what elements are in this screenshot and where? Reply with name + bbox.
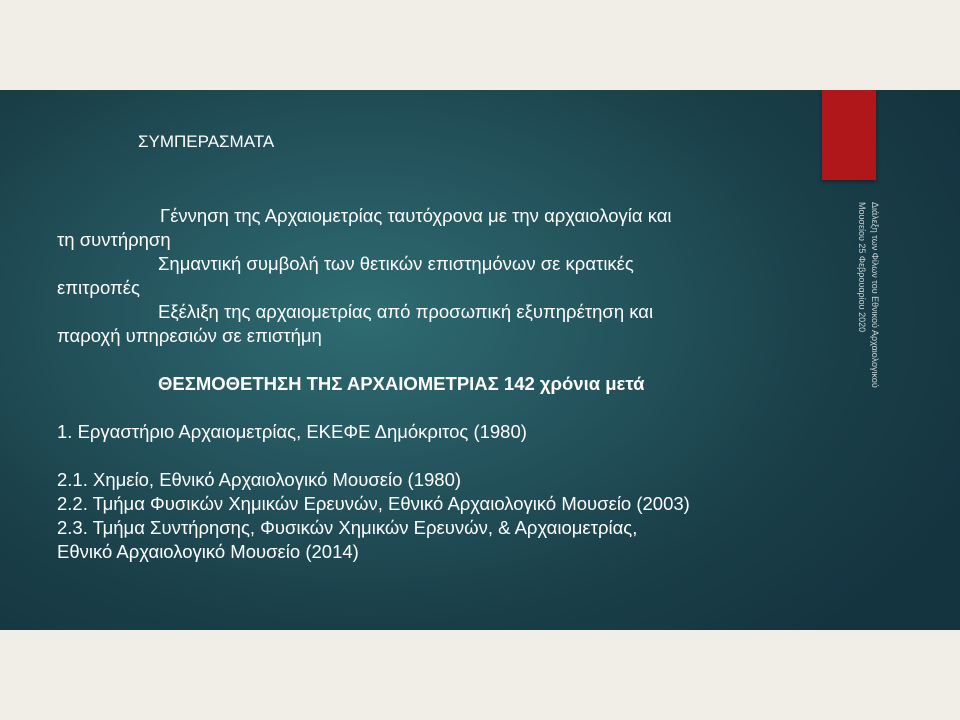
museum-item-2-3-cont: Εθνικό Αρχαιολογικό Μουσείο (2014) bbox=[57, 541, 359, 562]
institutionalization-heading: ΘΕΣΜΟΘΕΤΗΣΗ ΤΗΣ ΑΡΧΑΙΟΜΕΤΡΙΑΣ 142 χρόνια μετά bbox=[158, 373, 645, 394]
conclusion-1-line-2: τη συντήρηση bbox=[57, 229, 171, 250]
slide bbox=[0, 90, 960, 630]
museum-item-2-2: 2.2. Τμήμα Φυσικών Χημικών Ερευνών, Εθνικό Αρχαιολογικό Μουσείο (2003) bbox=[57, 493, 690, 514]
museum-item-2-3: 2.3. Τμήμα Συντήρησης, Φυσικών Χημικών Ερευνών, & Αρχαιομετρίας, bbox=[57, 517, 638, 538]
lab-item-1: 1. Εργαστήριο Αρχαιομετρίας, ΕΚΕΦΕ Δημόκριτος (1980) bbox=[57, 421, 527, 442]
red-accent-bar bbox=[822, 90, 876, 180]
slide-title: ΣΥΜΠΕΡΑΣΜΑΤΑ bbox=[138, 132, 275, 151]
conclusion-3-line-2: παροχή υπηρεσιών σε επιστήμη bbox=[57, 325, 322, 346]
conclusion-3-line-1: Εξέλιξη της αρχαιομετρίας από προσωπική εξυπηρέτηση και bbox=[158, 301, 654, 322]
side-note-line-1: Διάλεξη των Φίλων του Εθνικού Αρχαιολογικού bbox=[870, 202, 880, 388]
conclusion-2-line-1: Σημαντική συμβολή των θετικών επιστημόνων σε κρατικές bbox=[158, 253, 634, 274]
museum-item-2-1: 2.1. Χημείο, Εθνικό Αρχαιολογικό Μουσείο (1980) bbox=[57, 469, 462, 490]
conclusion-1-line-1: Γέννηση της Αρχαιομετρίας ταυτόχρονα με την αρχαιολογία και bbox=[160, 205, 672, 226]
side-note bbox=[841, 202, 881, 452]
side-note-line-2: Μουσείου 25 Φεβρουαρίου 2020 bbox=[857, 202, 867, 333]
conclusion-2-line-2: επιτροπές bbox=[57, 277, 140, 298]
